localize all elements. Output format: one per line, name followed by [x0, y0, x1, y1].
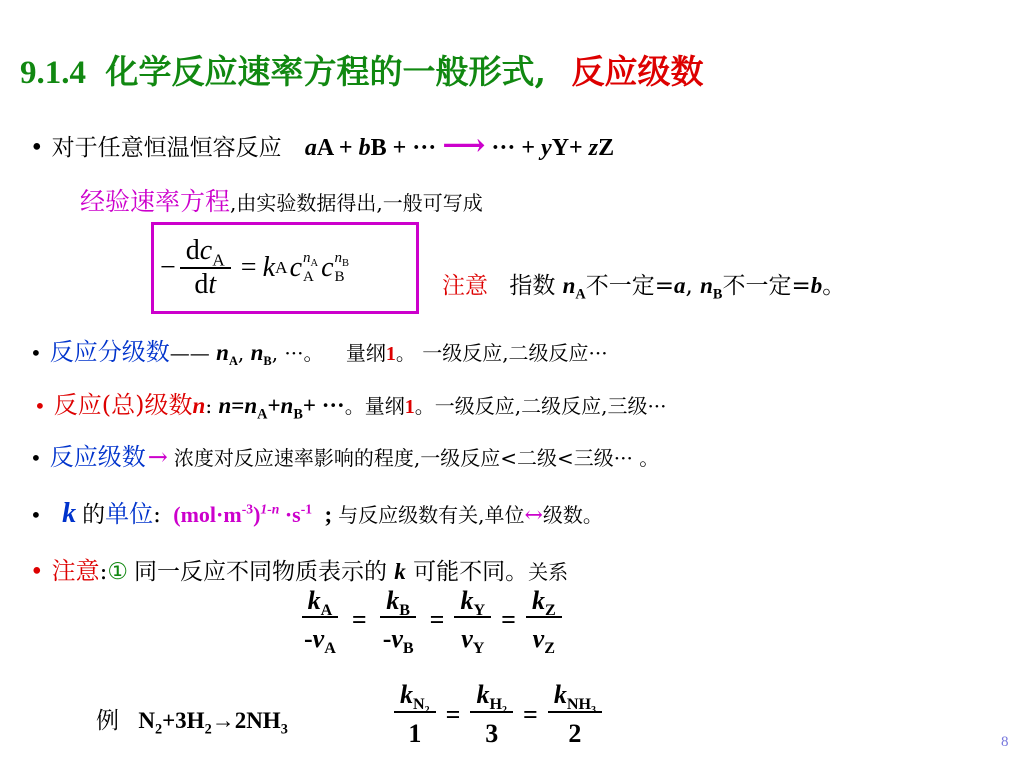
line-3 [30, 332, 608, 367]
equals-sign: = [445, 699, 461, 729]
sep: , [237, 341, 245, 365]
den: 2 [568, 719, 582, 749]
sub: B [402, 640, 414, 658]
line6-text: 的 [82, 502, 106, 528]
dots: ··· [412, 135, 437, 161]
example-fraction-N2 [394, 680, 436, 749]
note-line [442, 267, 846, 303]
n-A: n [562, 273, 576, 298]
n: n [218, 393, 232, 418]
line6-text: 与反应级数有关,单位 [338, 503, 525, 527]
conc-cB: c [321, 252, 334, 283]
note-label: 注意 [442, 273, 488, 299]
sub: Y [472, 640, 485, 658]
unit-label: 单位 [105, 500, 154, 528]
sub-A: A [257, 406, 268, 423]
rel-fraction-B [377, 586, 420, 658]
nu: ν [312, 623, 325, 653]
sub-B: B [263, 354, 272, 368]
equals-sign: = [501, 604, 516, 634]
title-comma: , [534, 52, 546, 91]
bullet: • [30, 503, 42, 527]
dots: ··· [321, 393, 345, 418]
rate-equation-box: − $\frac{dc_A}{dt}$ = k A c $n_A$ A c $n_B$ B [151, 222, 419, 314]
bullet: • [30, 446, 42, 470]
colon: : [99, 559, 108, 585]
sub: Z [544, 602, 556, 620]
sub: Z [544, 640, 555, 658]
unit-sup: -1 [300, 501, 313, 517]
note-text: 不一定= [585, 273, 674, 299]
bullet: • [30, 559, 44, 585]
derivative-fraction [180, 235, 231, 301]
dots: ··· [491, 135, 516, 161]
left-right-arrow-icon: ↔ [524, 503, 543, 528]
sub: A [324, 640, 336, 658]
equals-sign: = [240, 252, 257, 283]
k: k [476, 680, 490, 709]
note-text: 。 [822, 273, 846, 299]
line-5 [30, 437, 659, 472]
sub-A: A [228, 354, 238, 368]
n-A: n [216, 340, 229, 365]
rel-fraction-A [298, 586, 342, 658]
equals-sign: = [429, 604, 445, 634]
sub-B: B [293, 406, 303, 423]
den: 1 [408, 719, 422, 749]
t: t [208, 269, 217, 300]
arrow: → [211, 708, 235, 733]
k: k [386, 586, 400, 615]
coef-b: b [810, 273, 823, 298]
coef-a: a [304, 135, 317, 161]
sub: B [399, 602, 411, 620]
conc-cA: c [289, 252, 302, 283]
partial-order-label: 反应分级数 [49, 338, 170, 366]
k-symbol: k [62, 498, 77, 529]
line7-text: 关系 [528, 560, 569, 584]
note-label: 注意 [51, 557, 100, 585]
sub-A: A [212, 250, 225, 270]
coef-a: a [674, 273, 686, 298]
bullet: • [30, 135, 44, 161]
line7-text: 同一反应不同物质表示的 [133, 559, 387, 585]
title-red: 反应级数 [571, 52, 704, 91]
dots: ··· [284, 341, 304, 365]
plus-3H: +3H [162, 708, 205, 733]
species-Z: Z [598, 135, 615, 161]
d: d [185, 234, 200, 266]
dimension-value: 1 [385, 343, 396, 365]
reaction-arrow: ⟶ [442, 129, 486, 162]
unit-sup: 1-n [260, 501, 280, 517]
page-number: 8 [1001, 734, 1009, 750]
unit-expression [173, 502, 312, 527]
sub-A: A [303, 269, 314, 285]
coef-y: y [541, 135, 552, 161]
line1-text: 对于任意恒温恒容反应 [51, 135, 282, 161]
rel-fraction-Z [526, 586, 562, 658]
N: N [138, 708, 155, 733]
sub: 2 [154, 721, 163, 738]
overall-order-formula [218, 393, 345, 423]
den: 3 [485, 719, 499, 749]
line2-text: ,由实验数据得出,一般可写成 [230, 191, 483, 215]
unit-part: ) [253, 502, 261, 527]
d: d [194, 269, 209, 300]
line-6 [30, 494, 603, 530]
sub-B: B [342, 258, 350, 269]
line6-text: 级数。 [542, 503, 603, 527]
species-Y: Y [551, 135, 570, 161]
note-text: 指数 [509, 273, 556, 299]
colon: : [205, 394, 213, 418]
sub: 3 [280, 721, 288, 738]
dimension-label: 。量纲 [344, 394, 405, 418]
sub: 2 [204, 721, 212, 738]
line5-text: 浓度对反应速率影响的程度,一级反应<二级<三级··· 。 [173, 446, 660, 470]
subsub: 2 [424, 705, 430, 717]
colon: : [153, 502, 161, 528]
line4-text: 。一级反应,二级反应,三级··· [414, 394, 667, 418]
plus: + [521, 135, 536, 161]
k: k [460, 586, 474, 615]
coef-b: b [358, 135, 371, 161]
equals-sign: = [523, 699, 538, 729]
equals-sign: = [231, 393, 245, 418]
line-7 [30, 551, 568, 586]
order-nA: n [303, 250, 311, 266]
rate-constant-k: k [262, 252, 276, 283]
line-2 [80, 182, 483, 218]
sep: , [271, 341, 279, 365]
k: k [307, 586, 321, 615]
line-4 [34, 385, 667, 423]
line-1 [30, 128, 614, 163]
rate-constant-relation [294, 586, 566, 658]
example-fraction-NH3 [548, 680, 602, 749]
minus-sign: − [160, 252, 176, 283]
note-text: , [685, 273, 693, 299]
plus: + [302, 393, 316, 418]
species-A: A [316, 135, 333, 161]
plus: + [267, 393, 281, 418]
semicolon: ; [324, 502, 333, 527]
line3-text: 。 一级反应,二级反应··· [395, 341, 608, 365]
k: k [400, 680, 413, 709]
sub: NH [566, 696, 591, 714]
nu: ν [461, 623, 473, 653]
n-B: n [700, 273, 713, 298]
sub: Y [473, 602, 486, 620]
unit-part: ·s [284, 502, 301, 527]
equals-sign: = [351, 604, 367, 634]
sub: H [489, 696, 502, 714]
k: k [531, 586, 545, 615]
bullet: • [34, 394, 46, 418]
line7-text: 可能不同。 [413, 559, 529, 585]
slide-title [20, 46, 704, 93]
dimension-label: 量纲 [345, 341, 386, 365]
example-fraction-H2 [470, 680, 513, 749]
sub: N [413, 696, 425, 714]
plus: + [338, 135, 353, 161]
k: k [553, 680, 567, 709]
sub-B: B [334, 269, 345, 285]
title-number: 9.1.4 [20, 55, 86, 91]
subsub: 2 [502, 705, 507, 717]
minus: - [304, 623, 313, 653]
right-arrow-icon: → [147, 443, 168, 471]
sub-B: B [712, 286, 723, 303]
n-B: n [250, 340, 264, 365]
nu: ν [532, 623, 545, 653]
empirical-rate-equation-label: 经验速率方程 [80, 187, 231, 216]
species-B: B [370, 135, 387, 161]
title-main: 化学反应速率方程的一般形式 [105, 52, 535, 91]
dash: —— [169, 341, 210, 365]
example-label-line [96, 702, 288, 738]
bullet: • [30, 341, 42, 365]
sub-A: A [575, 286, 586, 303]
order-nB: n [334, 250, 343, 266]
subsub: 3 [591, 705, 596, 717]
dimension-value: 1 [404, 396, 415, 418]
product: 2NH [234, 708, 281, 733]
c: c [199, 234, 213, 266]
plus: + [392, 135, 407, 161]
n-B: n [280, 393, 294, 418]
unit-sup: -3 [241, 501, 254, 517]
n: n [192, 393, 206, 418]
rel-fraction-Y [454, 586, 491, 658]
example-label: 例 [96, 708, 119, 734]
example-reaction [138, 708, 288, 738]
sub: A [320, 602, 333, 620]
reaction-equation [304, 129, 615, 162]
note-text: 不一定= [722, 273, 811, 299]
n-A: n [244, 393, 258, 418]
k-symbol: k [394, 559, 406, 584]
coef-z: z [588, 135, 599, 161]
nu: ν [391, 623, 403, 653]
sub-A: A [310, 258, 319, 269]
minus: - [382, 623, 392, 653]
period: 。 [303, 341, 324, 365]
plus: + [569, 135, 583, 161]
reaction-order-label: 反应级数 [49, 443, 146, 471]
overall-order-label: 反应(总)级数 [53, 391, 193, 419]
circled-one: ① [107, 559, 128, 585]
example-relation [390, 680, 606, 749]
unit-part: (mol·m [173, 502, 242, 527]
